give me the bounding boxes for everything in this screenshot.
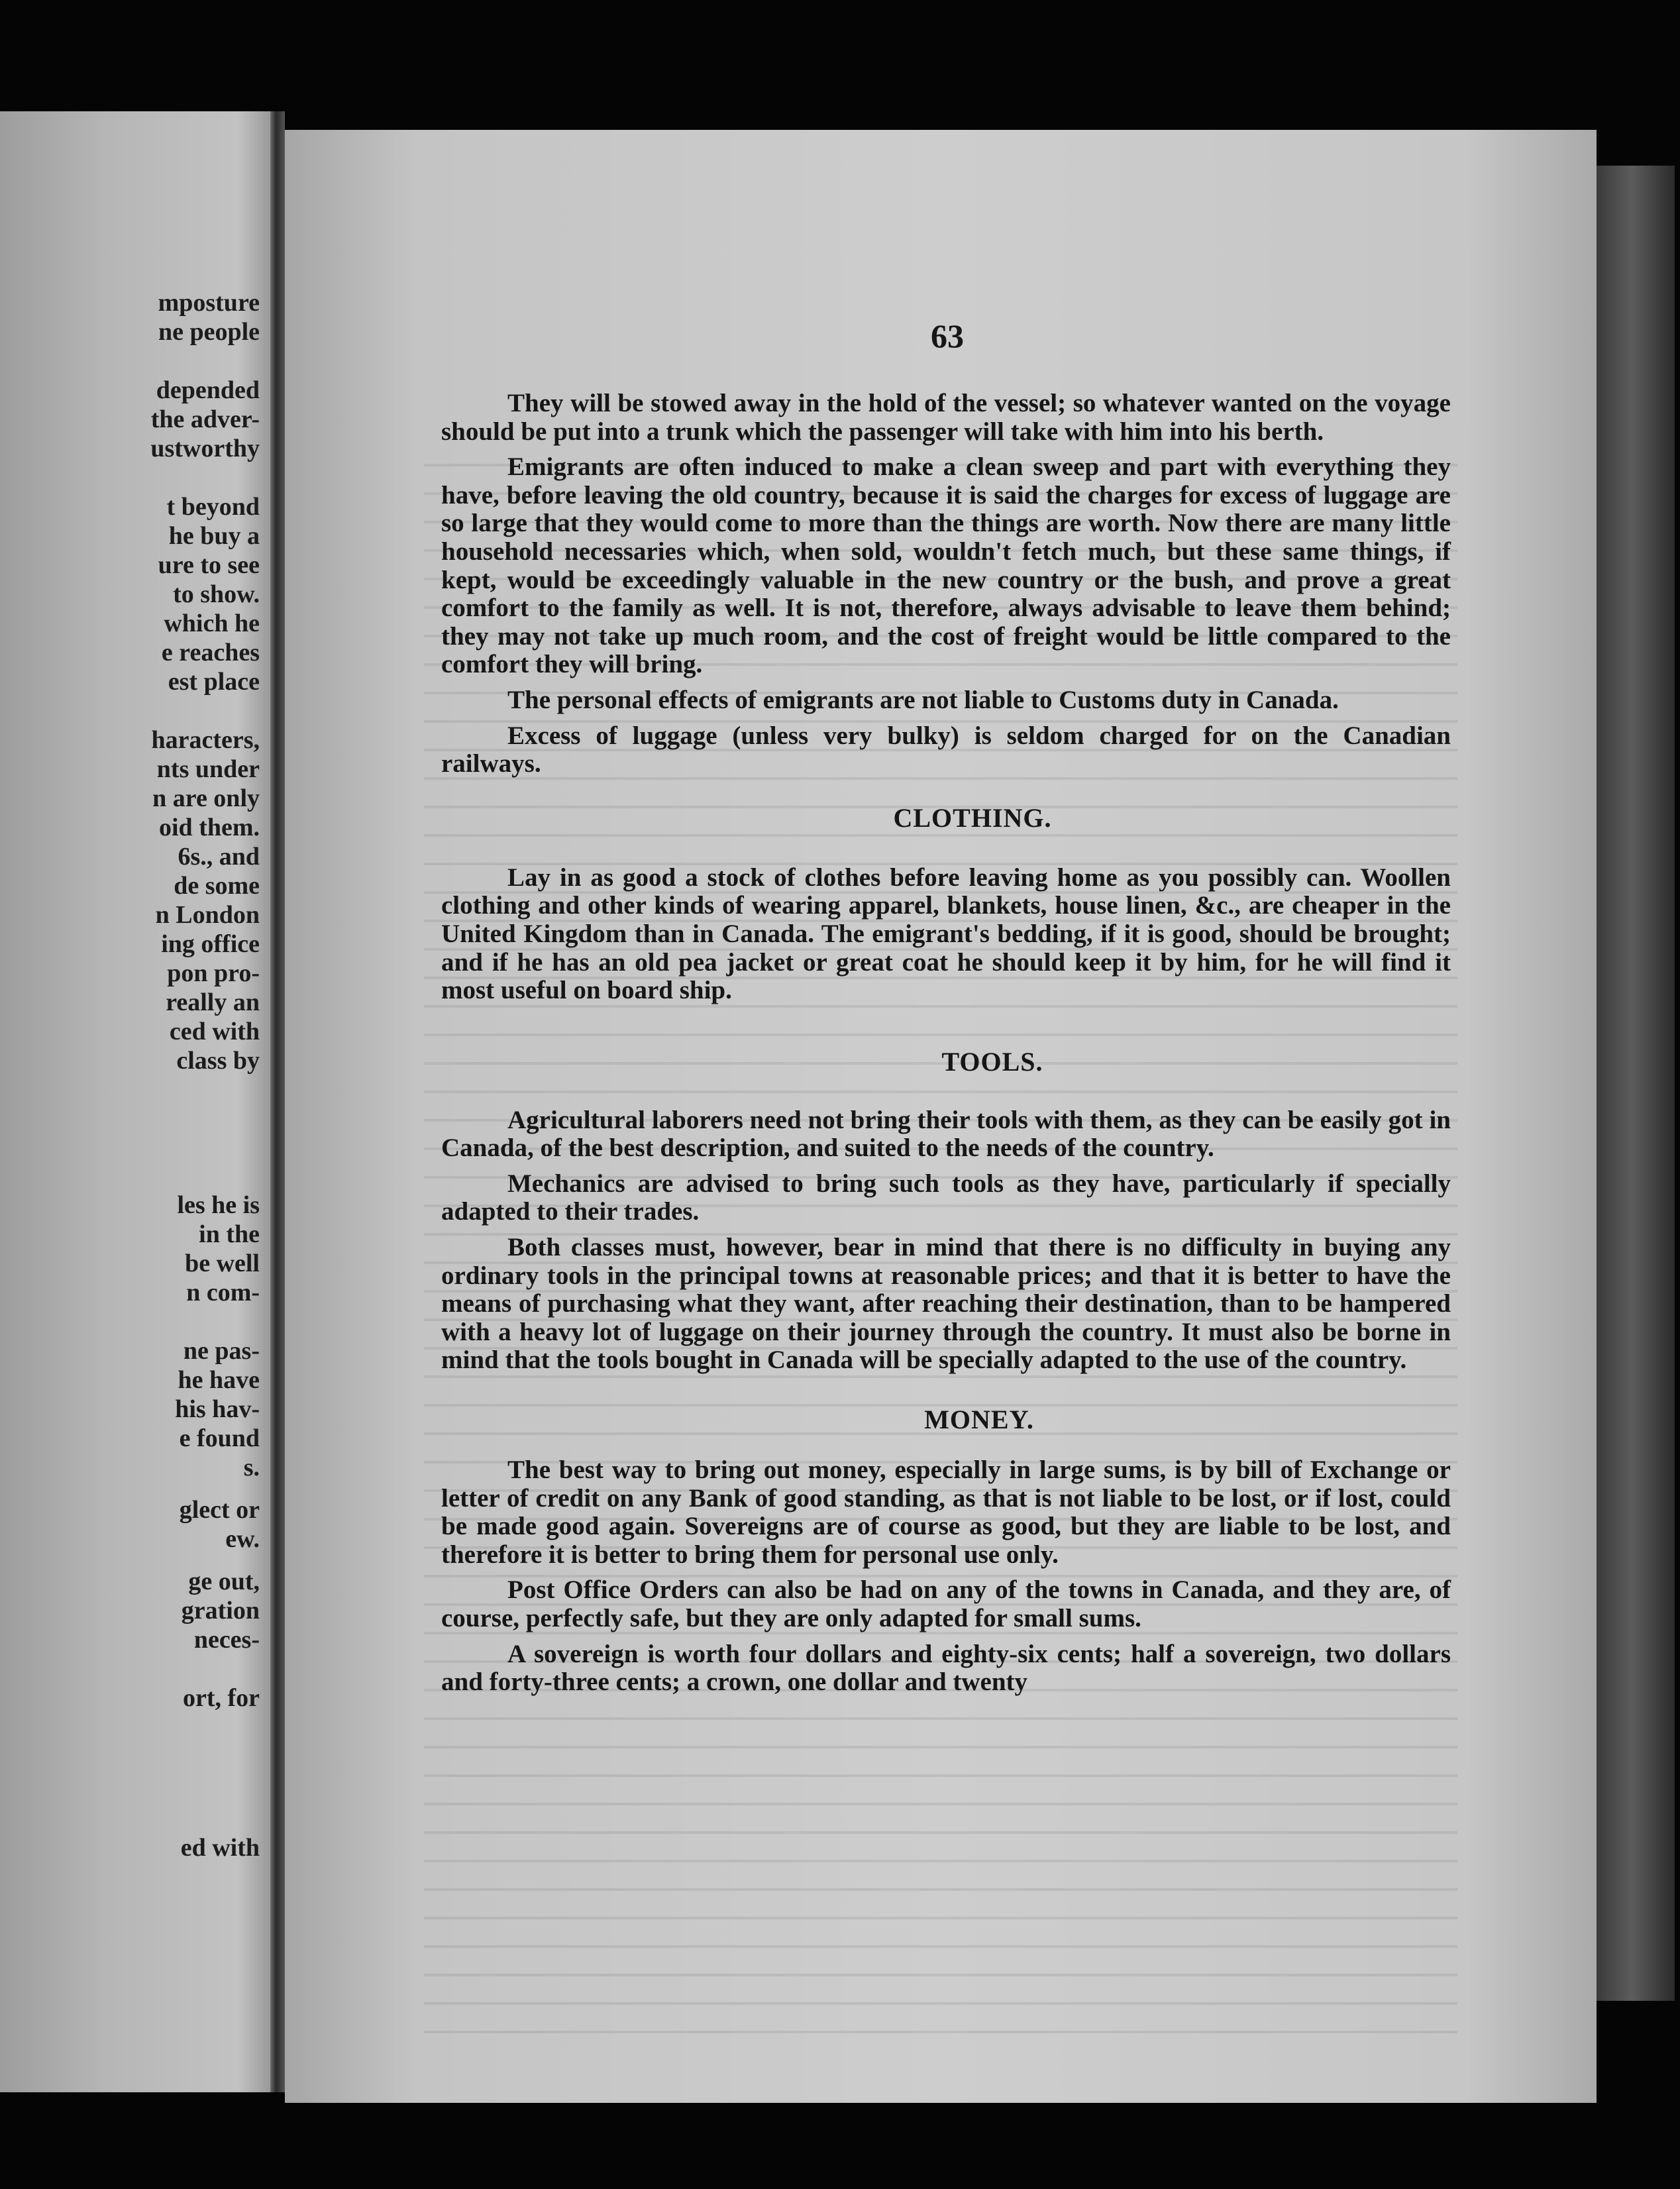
money-section [441,1456,1451,1697]
left-page-line: which he [164,610,260,637]
paragraph: Both classes must, however, bear in mind that there is no difficulty in buying any ordinary tools in the principal towns at reasonable prices; and that it is better to have the means of purchasing what they want, after reaching their destination, than to be hampered with a heavy lot of luggage on their journey through the country. It must also be borne in mind that the tools bought in Canada will be specially adapted to the use of the country. [441,1233,1451,1375]
left-page-line: 6s., and [178,843,260,871]
heading-money: MONEY. [924,1405,1034,1435]
left-page-line: pon pro- [167,959,260,987]
left-page-line: n com- [186,1279,260,1307]
left-page-line: ew. [225,1525,260,1553]
left-page-line: e reaches [161,639,260,667]
page-number: 63 [931,317,964,354]
left-page-line: he buy a [168,522,260,550]
left-page-line: oid them. [159,814,260,841]
left-page-line: ort, for [182,1684,260,1712]
paragraph: Mechanics are advised to bring such tools as they have, particularly if specially adapted to their trades. [441,1169,1451,1226]
left-page-line: ustworthy [150,435,260,462]
left-page-line: ced with [169,1018,260,1045]
left-page-line: e found [179,1424,260,1452]
tools-section [441,1106,1451,1375]
left-page-line: ne pas- [183,1337,260,1365]
paragraph: They will be stowed away in the hold of the vessel; so whatever wanted on the voyage should be put into a trunk which the passenger will take with him into his berth. [441,389,1451,446]
left-page-line: ure to see [158,551,260,579]
paragraph: The personal effects of emigrants are not liable to Customs duty in Canada. [507,685,1339,714]
left-page-line: ing office [161,930,260,958]
paragraph: Emigrants are often induced to make a clean sweep and part with everything they have, before leaving the old country, because it is said the charges for excess of luggage are so large that they would come to more than the things are worth. Now there are many little household necessaries which, when sold, wouldn't fetch much, but these same things, if kept, would be exceedingly valuable in the new country or the bush, and prove a great comfort to the family as well. It is not, therefore, always advisable to leave them behind; they may not take up much room, and the cost of freight would be little compared to the comfort they will bring. [441,453,1451,679]
paragraph: The best way to bring out money, especially in large sums, is by bill of Exchange or letter of credit on any Bank of good standing, as that is not liable to be lost, or if lost, could be made good again. Sovereigns are of course as good, but they are liable to be lost, and therefore it is better to bring them for personal use only. [441,1456,1451,1569]
paragraph: Lay in as good a stock of clothes before leaving home as you possibly can. Woollen clothing and other kinds of wearing apparel, blankets, house linen, &c., are cheaper in the United Kingdom than in Canada. The emigrant's bedding, if it is good, should be brought; and if he has an old pea jacket or great coat he should keep it by him, for he will find it most useful on board ship. [441,863,1451,1005]
left-page-line: really an [166,988,260,1016]
paragraph: Excess of luggage (unless very bulky) is seldom charged for on the Canadian railways. [441,721,1451,778]
heading-tools: TOOLS. [941,1046,1043,1077]
left-page-line: t beyond [166,493,260,521]
left-page-line: depended [156,376,260,404]
left-page-text-column [0,111,260,2092]
left-page-line: glect or [179,1496,260,1524]
left-page-line: he have [178,1366,260,1394]
page-body [441,390,1451,1704]
left-page-line: n London [155,901,260,929]
left-page-line: ed with [180,1834,260,1862]
intro-section [441,390,1451,778]
left-page-line: ne people [158,318,260,346]
heading-clothing: CLOTHING. [893,802,1052,833]
left-page-line: the adver- [150,405,260,433]
left-page-line: les he is [177,1191,260,1219]
left-page-line: neces- [193,1626,260,1654]
left-page-line: gration [181,1597,260,1625]
left-page-line: to show. [173,580,260,608]
paragraph: Agricultural laborers need not bring their tools with them, as they can be easily got in Canada, of the best description, and suited to the needs of the country. [441,1105,1451,1163]
left-page-fragment [0,111,270,2092]
paragraph: Post Office Orders can also be had on any of the towns in Canada, and they are, of course, perfectly safe, but they are only adapted for small sums. [441,1575,1451,1632]
left-page-line: his hav- [175,1395,260,1423]
left-page-line: s. [243,1454,260,1481]
left-page-line: class by [176,1047,260,1075]
left-page-line: be well [185,1250,260,1277]
paragraph: A sovereign is worth four dollars and eighty-six cents; half a sovereign, two dollars and forty-three cents; a crown, one dollar and twenty [441,1639,1451,1697]
left-page-line: haracters, [151,726,260,754]
left-page-line: in the [199,1220,260,1248]
left-page-line: est place [168,668,260,696]
page-edge-shadow [1597,166,1675,2001]
left-page-line: de some [174,872,260,900]
left-page-line: mposture [158,289,260,317]
left-page-line: n are only [152,784,260,812]
left-page-line: ge out, [188,1568,260,1595]
clothing-section [441,864,1451,1005]
book-gutter [270,111,285,2092]
left-page-line: nts under [156,755,260,783]
